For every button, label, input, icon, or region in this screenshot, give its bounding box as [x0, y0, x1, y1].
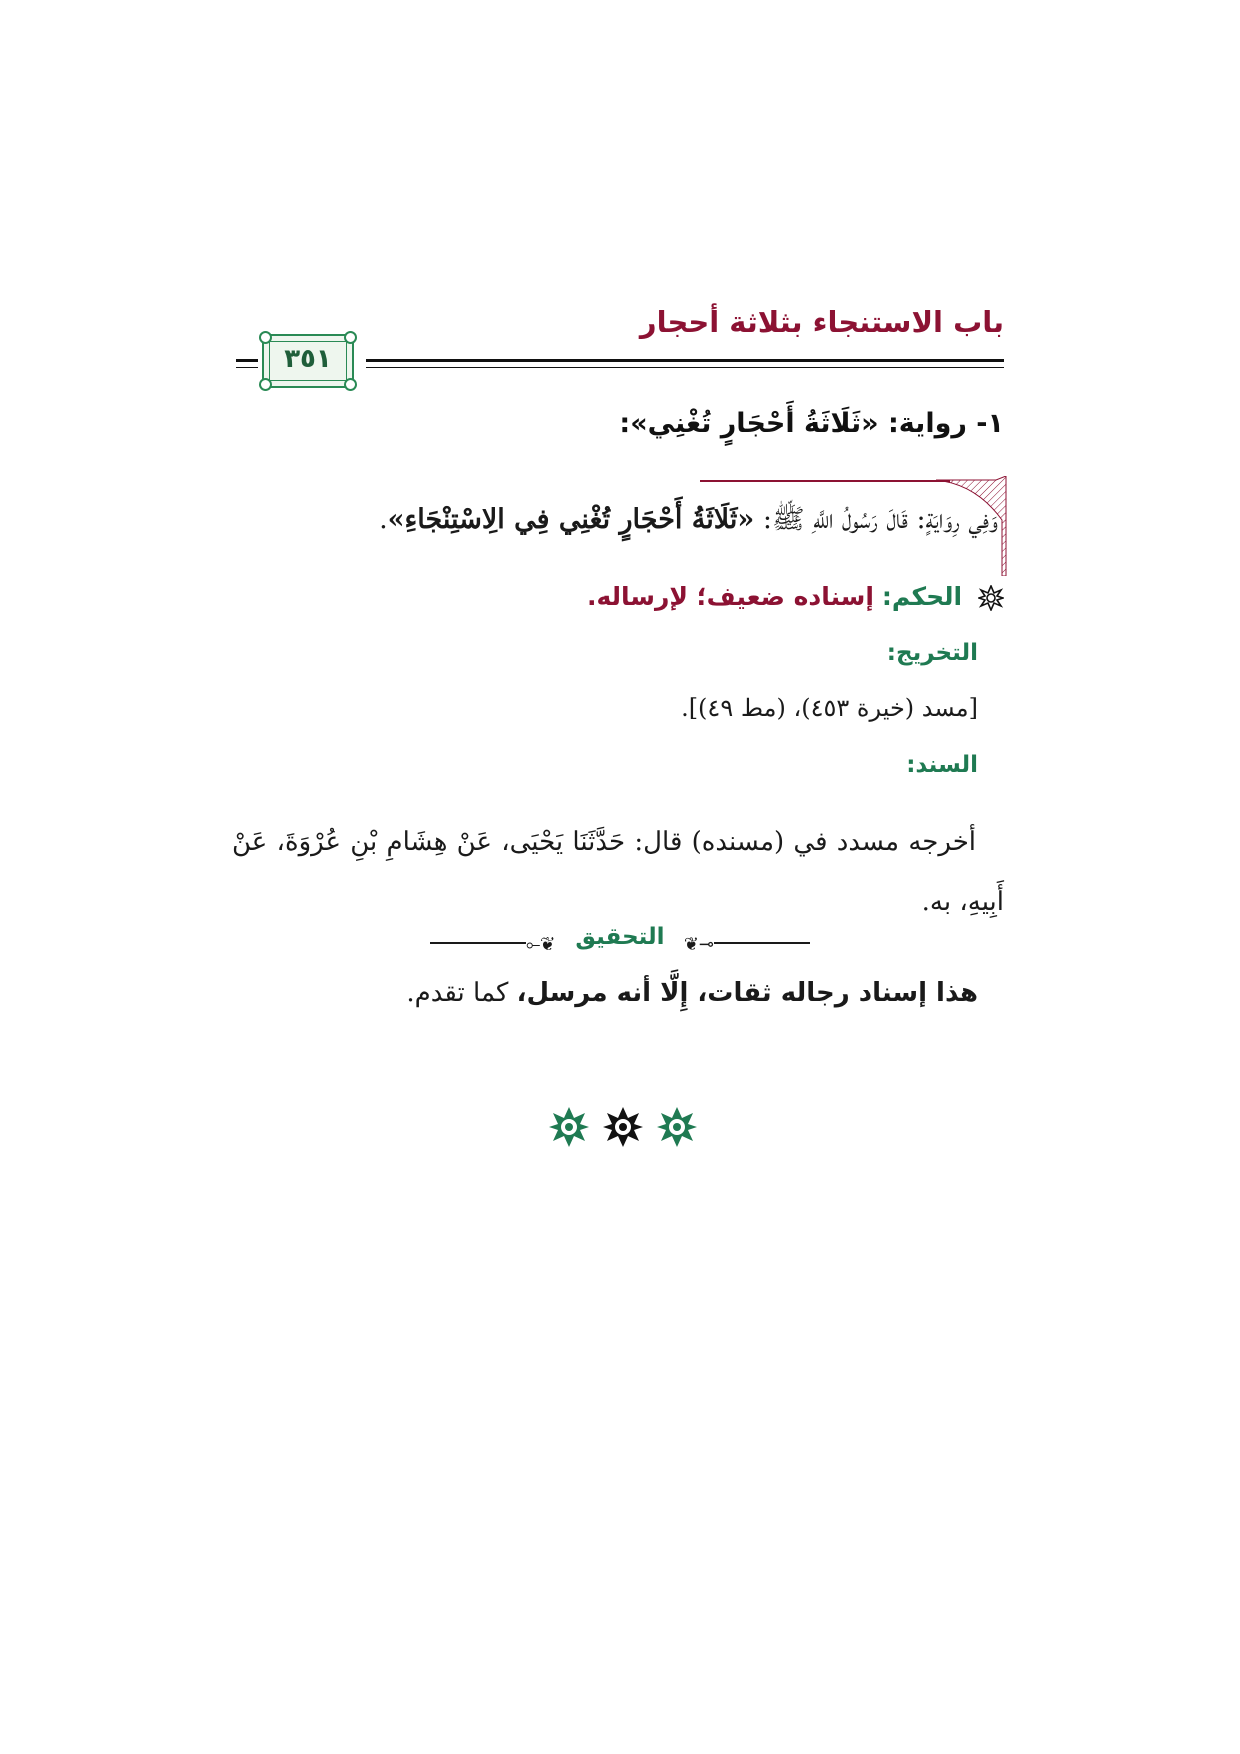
hadith-text: [379, 502, 998, 542]
end-star-icon: [602, 1106, 644, 1148]
header-rule-left-thin: [236, 367, 258, 368]
takhrij-text: [مسد (خيرة ٤٥٣)، (مط ٤٩)].: [681, 694, 978, 722]
end-star-icon: [656, 1106, 698, 1148]
page-number: ٣٥١: [284, 344, 332, 374]
tahqiq-text: [406, 978, 978, 1008]
hadith-intro: وَفِي رِوَايَةٍ: قَالَ رَسُولُ اللَّهِ ﷺ:: [754, 504, 998, 535]
chapter-title: باب الاستنجاء بثلاثة أحجار: [639, 305, 1004, 339]
section-heading: ١- رواية: «ثَلَاثَةُ أَحْجَارٍ تُغْنِي»:: [619, 408, 1004, 439]
ruling-label: الحكم:: [881, 582, 963, 611]
tahqiq-divider: [430, 924, 810, 956]
hadith-quote: «ثَلَاثَةُ أَحْجَارٍ تُغْنِي فِي الِاسْتِنْجَاءِ»: [387, 504, 755, 535]
takhrij-heading: التخريج:: [886, 640, 978, 666]
end-star-icon: [548, 1106, 590, 1148]
sanad-text: أخرجه مسدد في (مسنده) قال: حَدَّثَنَا يَحْيَى، عَنْ هِشَامِ بْنِ عُرْوَةَ، عَنْ أَبِيهِ، به.: [232, 827, 1004, 917]
ruling-line: [587, 582, 1004, 611]
divider-scroll-icon: ⟜❦: [526, 934, 555, 955]
hadith-end: .: [379, 504, 388, 535]
divider-scroll-icon: ❦⊸: [683, 934, 714, 955]
sanad-heading: السند:: [906, 752, 978, 778]
tahqiq-rest: كما تقدم.: [406, 978, 517, 1008]
page-number-badge: [262, 334, 354, 388]
tahqiq-bold: هذا إسناد رجاله ثقات، إِلَّا أنه مرسل،: [516, 978, 978, 1008]
hadith-box-border: [700, 480, 950, 482]
ruling-text: إسناده ضعيف؛ لإرساله.: [586, 582, 874, 611]
header-rule: [366, 359, 1004, 362]
header-rule-left: [236, 359, 258, 362]
header-rule-thin: [366, 367, 1004, 368]
end-ornaments: [548, 1106, 698, 1152]
tahqiq-label: التحقيق: [575, 924, 665, 950]
ornament-flower-icon: [978, 585, 1004, 611]
